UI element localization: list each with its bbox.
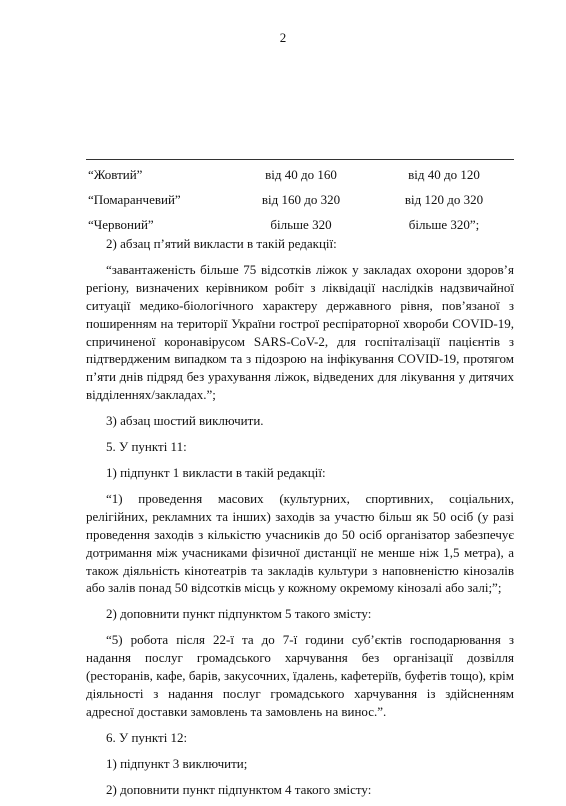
zone-range-1: більше 320	[270, 216, 332, 232]
zone-range-2: від 40 до 120	[408, 166, 480, 182]
paragraph: 2) абзац п’ятий викласти в такій редакції:	[106, 236, 337, 251]
quoted-paragraph: “5) робота після 22-ї та до 7-ї години суб’єктів господарювання з надання послуг громадського харчування без організації дозвілля (ресторанів, кафе, барів, закусочних, їдалень, кафетеріїв, буфетів тощо), крім діяльності з надання послуг громадського харчування із здійсненням адресної доставки замовлень та замовлень на винос.”.	[86, 632, 514, 719]
paragraph: 5. У пункті 11:	[106, 439, 187, 455]
zone-range-2: більше 320”;	[408, 216, 480, 232]
paragraph: 2) доповнити пункт підпунктом 4 такого змісту:	[106, 781, 372, 797]
quoted-paragraph: “завантаженість більше 75 відсотків ліжок у закладах охорони здоров’я регіону, визначених керівником робіт з ліквідації наслідків надзвичайної ситуації медико-біологічного характеру державного рівня, пов’язаної з поширенням на території України гострої респіраторної хвороби COVID-19, спричиненої коронавірусом SARS-CoV-2, для госпіталізації пацієнтів з підтвердженим випадком та з підозрою на інфікування COVID-19, протягом п’яти днів підряд без урахування ліжок, відведених для лікування у дитячих відділеннях/закладах.”;	[86, 261, 514, 403]
table-top-rule	[86, 159, 514, 160]
paragraph: 1) підпункт 3 виключити;	[106, 755, 248, 771]
table-row	[86, 187, 514, 212]
document-body	[86, 235, 514, 806]
zone-range-2: від 120 до 320	[404, 191, 484, 207]
zone-name: “Червоний”	[88, 216, 154, 232]
zone-table	[86, 162, 514, 237]
paragraph: 2) доповнити пункт підпунктом 5 такого змісту:	[106, 606, 372, 622]
quoted-paragraph: “1) проведення масових (культурних, спортивних, соціальних, релігійних, рекламних та інших) заходів за участю більш як 50 осіб (у разі проведення заходів з кількістю учасників до 50 осіб організатор забезпечує дотримання між учасниками фізичної дистанції не менше ніж 1,5 метра), а також діяльність кінотеатрів та закладів культури з наповненістю кінозалів або залів понад 50 відсотків місць у кожному окремому кінозалі або залі;”;	[86, 490, 514, 596]
paragraph: 3) абзац шостий виключити.	[106, 413, 264, 429]
table-row	[86, 212, 514, 237]
zone-name: “Жовтий”	[88, 166, 143, 182]
paragraph: 6. У пункті 12:	[106, 729, 188, 745]
zone-range-1: від 40 до 160	[265, 166, 337, 182]
table-row	[86, 162, 514, 187]
paragraph: 1) підпункт 1 викласти в такій редакції:	[106, 464, 326, 480]
zone-range-1: від 160 до 320	[261, 191, 341, 207]
page-number: 2	[279, 30, 287, 45]
zone-name: “Помаранчевий”	[88, 191, 181, 207]
